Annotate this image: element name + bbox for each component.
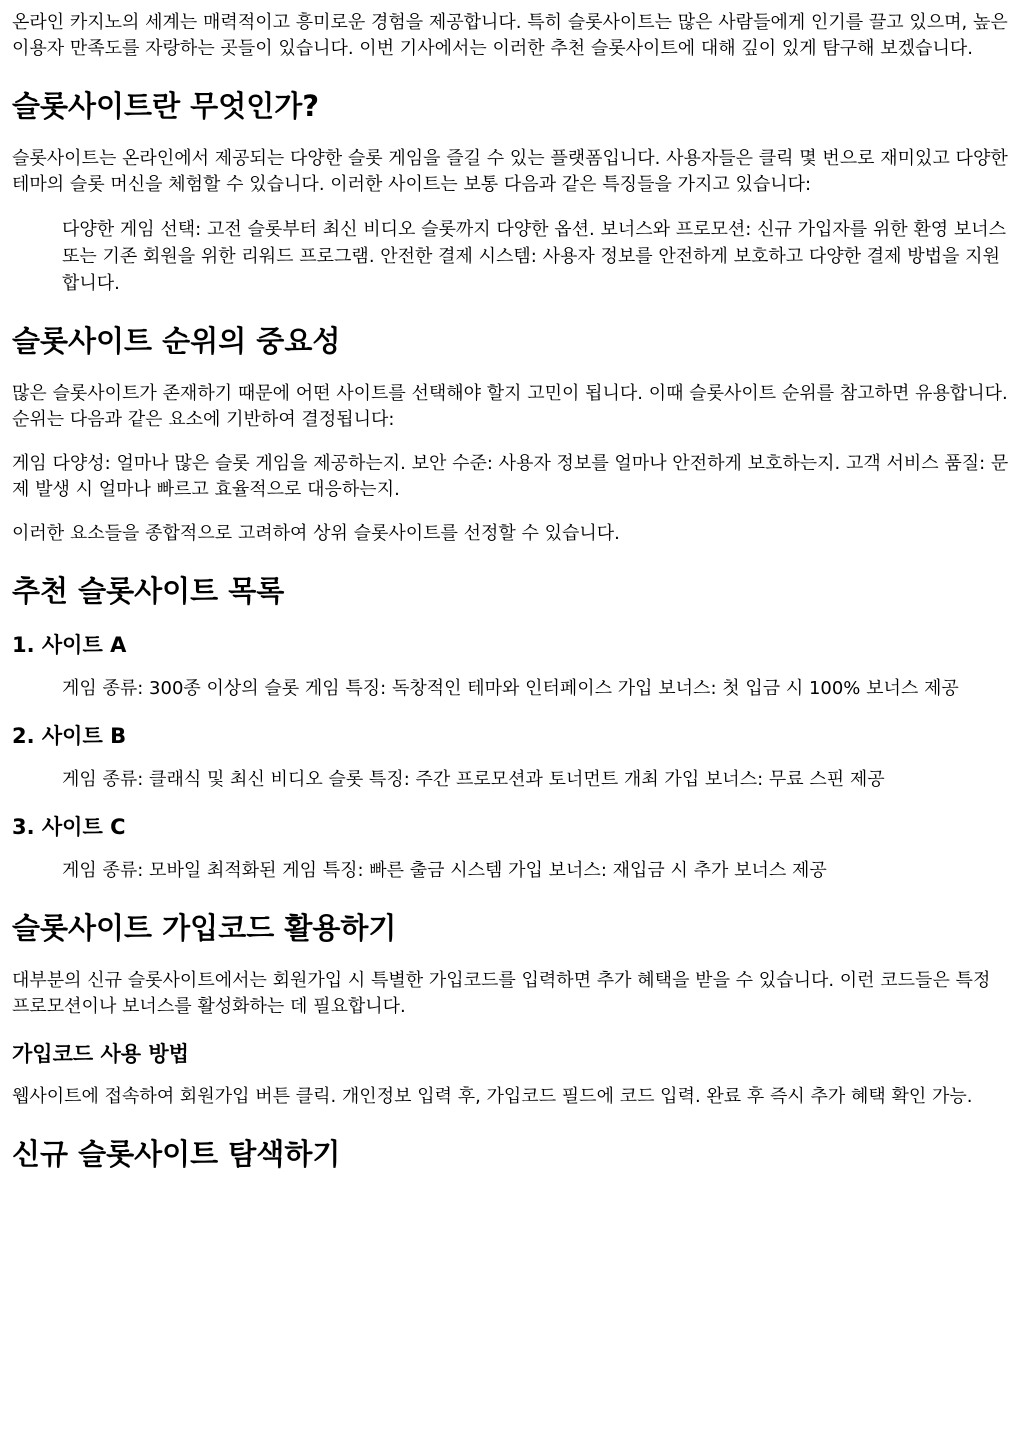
ranking-paragraph-2: 게임 다양성: 얼마나 많은 슬롯 게임을 제공하는지. 보안 수준: 사용자 정보를 얼마나 안전하게 보호하는지. 고객 서비스 품질: 문제 발생 시 얼마나 빠르고 효율적으로 대응하는지. xyxy=(12,453,1009,500)
heading-ranking-importance: 슬롯사이트 순위의 중요성 xyxy=(12,324,341,358)
ranking-paragraph-3: 이러한 요소들을 종합적으로 고려하여 상위 슬롯사이트를 선정할 수 있습니다. xyxy=(12,523,620,544)
site-a-title: 1. 사이트 A xyxy=(12,633,127,657)
site-c-description: 게임 종류: 모바일 최적화된 게임 특징: 빠른 출금 시스템 가입 보너스: 재입금 시 추가 보너스 제공 xyxy=(62,860,827,881)
site-a-description: 게임 종류: 300종 이상의 슬롯 게임 특징: 독창적인 테마와 인터페이스 가입 보너스: 첫 입금 시 100% 보너스 제공 xyxy=(62,678,959,699)
signup-code-usage-heading: 가입코드 사용 방법 xyxy=(12,1042,189,1066)
intro-paragraph: 온라인 카지노의 세계는 매력적이고 흥미로운 경험을 제공합니다. 특히 슬롯사이트는 많은 사람들에게 인기를 끌고 있으며, 높은 이용자 만족도를 자랑하는 곳들이 있습니다. 이번 기사에서는 이러한 추천 슬롯사이트에 대해 깊이 있게 탐구해 보겠습니다. xyxy=(12,12,1008,59)
signup-code-paragraph: 대부분의 신규 슬롯사이트에서는 회원가입 시 특별한 가입코드를 입력하면 추가 혜택을 받을 수 있습니다. 이런 코드들은 특정 프로모션이나 보너스를 활성화하는 데 필요합니다. xyxy=(12,970,991,1017)
site-c-title: 3. 사이트 C xyxy=(12,815,126,839)
heading-signup-code: 슬롯사이트 가입코드 활용하기 xyxy=(12,911,397,945)
site-b-description: 게임 종류: 클래식 및 최신 비디오 슬롯 특징: 주간 프로모션과 토너먼트 개최 가입 보너스: 무료 스핀 제공 xyxy=(62,769,885,790)
slot-site-features-quote: 다양한 게임 선택: 고전 슬롯부터 최신 비디오 슬롯까지 다양한 옵션. 보너스와 프로모션: 신규 가입자를 위한 환영 보너스 또는 기존 회원을 위한 리워드 프로그램. 안전한 결제 시스템: 사용자 정보를 안전하게 보호하고 다양한 결제 방법을 지원합니다. xyxy=(62,219,1007,294)
signup-code-usage-paragraph: 웹사이트에 접속하여 회원가입 버튼 클릭. 개인정보 입력 후, 가입코드 필드에 코드 입력. 완료 후 즉시 추가 혜택 확인 가능. xyxy=(12,1086,973,1107)
slot-site-description: 슬롯사이트는 온라인에서 제공되는 다양한 슬롯 게임을 즐길 수 있는 플랫폼입니다. 사용자들은 클릭 몇 번으로 재미있고 다양한 테마의 슬롯 머신을 체험할 수 있습니다. 이러한 사이트는 보통 다음과 같은 특징들을 가지고 있습니다: xyxy=(12,148,1008,195)
heading-recommended-list: 추천 슬롯사이트 목록 xyxy=(12,574,285,608)
site-b-title: 2. 사이트 B xyxy=(12,724,127,748)
heading-explore-new-sites: 신규 슬롯사이트 탐색하기 xyxy=(12,1137,341,1171)
heading-what-is-slot-site: 슬롯사이트란 무엇인가? xyxy=(12,89,320,123)
ranking-paragraph-1: 많은 슬롯사이트가 존재하기 때문에 어떤 사이트를 선택해야 할지 고민이 됩니다. 이때 슬롯사이트 순위를 참고하면 유용합니다. 순위는 다음과 같은 요소에 기반하여 결정됩니다: xyxy=(12,383,1008,430)
